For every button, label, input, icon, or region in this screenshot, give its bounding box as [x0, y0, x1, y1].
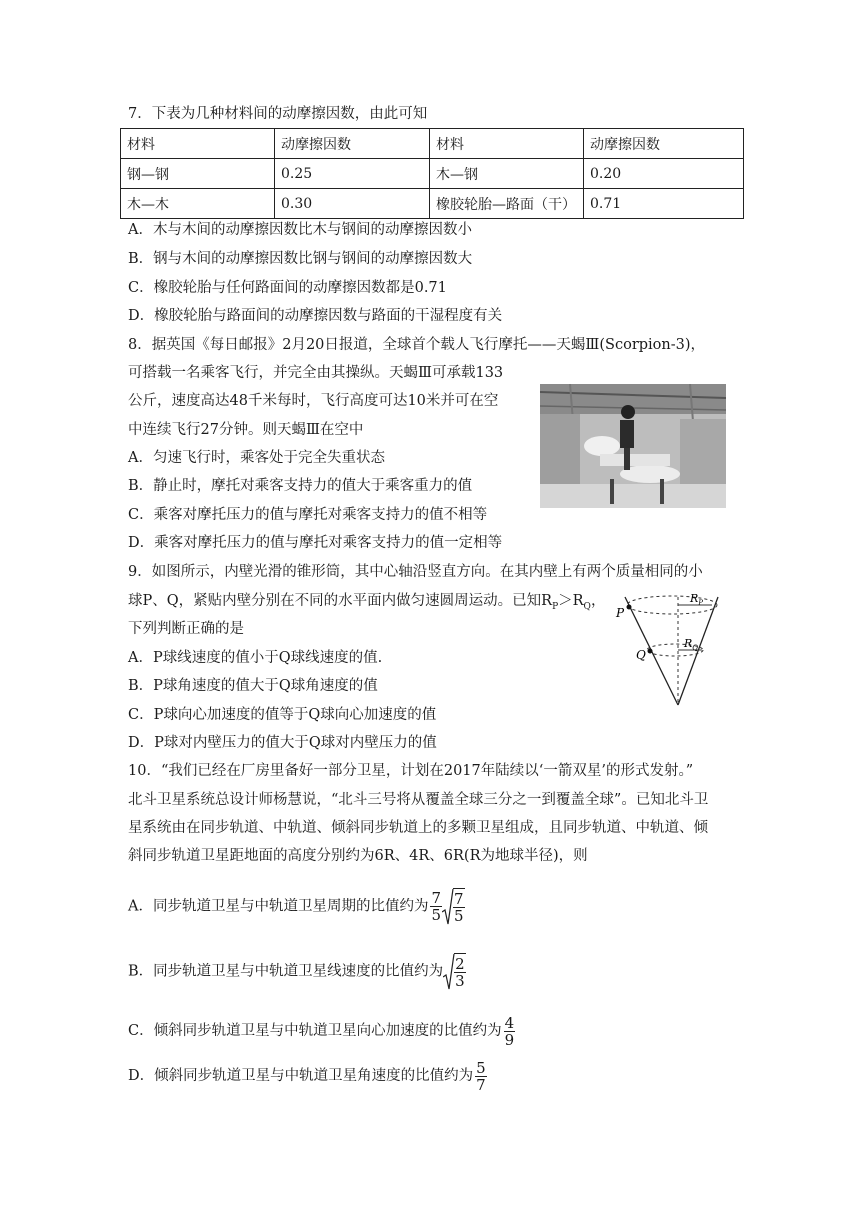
q9-line-text: ，	[590, 593, 606, 609]
q9-option-c: C．P球向心加速度的值等于Q球向心加速度的值	[128, 707, 437, 723]
label-rq: $R_Q$	[684, 637, 699, 652]
q9-line: 下列判断正确的是	[128, 621, 244, 637]
table-row	[121, 189, 744, 219]
table-cell: 橡胶轮胎—路面（干）	[430, 189, 584, 219]
q10-option-d	[128, 1058, 487, 1094]
q9-option-b: B．P球角速度的值大于Q球角速度的值	[128, 678, 378, 694]
q8-option-c: C．乘客对摩托压力的值与摩托对乘客支持力的值不相等	[128, 507, 488, 523]
q7-option-b: B．钢与木间的动摩擦因数比钢与钢间的动摩擦因数大	[128, 251, 473, 267]
q7-option-d: D．橡胶轮胎与路面间的动摩擦因数与路面的干湿程度有关	[128, 308, 503, 324]
option-text: D．倾斜同步轨道卫星与中轨道卫星角速度的比值约为	[128, 1068, 474, 1084]
table-cell: 木—钢	[430, 159, 584, 189]
q10-line: 北斗卫星系统总设计师杨慧说，“北斗三号将从覆盖全球三分之一到覆盖全球”。已知北斗卫	[128, 792, 709, 808]
q10-line: 10．“我们已经在厂房里备好一部分卫星，计划在2017年陆续以‘一箭双星’的形式发射。”	[128, 763, 694, 779]
square-root: $\frac{7}{5}$	[442, 888, 465, 925]
cone-diagram	[612, 585, 724, 714]
subscript-p: P	[552, 601, 559, 612]
table-header: 材料	[121, 129, 275, 159]
fraction: $\frac{4}{9}$	[504, 1013, 515, 1049]
option-text: A．同步轨道卫星与中轨道卫星周期的比值约为	[128, 898, 429, 915]
q8-line: 公斤，速度高达48千米每时，飞行高度可达10米并可在空	[128, 393, 499, 409]
table-cell: 0.20	[584, 159, 744, 189]
q9-option-a: A．P球线速度的值小于Q球线速度的值.	[128, 650, 383, 666]
q7-stem: 7．下表为几种材料间的动摩擦因数，由此可知	[128, 106, 428, 122]
q9-line-text: 球P、Q，紧贴内壁分别在不同的水平面内做匀速圆周运动。已知R	[128, 593, 553, 609]
option-text: C．倾斜同步轨道卫星与中轨道卫星向心加速度的比值约为	[128, 1023, 502, 1039]
q8-line: 可搭载一名乘客飞行，并完全由其操纵。天蝎Ⅲ可承载133	[128, 365, 504, 381]
q8-option-a: A．匀速飞行时，乘客处于完全失重状态	[128, 450, 385, 466]
q10-line: 斜同步轨道卫星距地面的高度分别约为6R、4R、6R(R为地球半径)，则	[128, 848, 588, 864]
q8-line: 8．据英国《每日邮报》2月20日报道，全球首个载人飞行摩托——天蝎Ⅲ(Scorpion-3)，	[128, 337, 706, 353]
subscript-q: Q	[583, 601, 591, 612]
table-header: 材料	[430, 129, 584, 159]
q9-line: 9．如图所示，内壁光滑的锥形筒，其中心轴沿竖直方向。在其内壁上有两个质量相同的小	[128, 564, 703, 580]
table-header: 动摩擦因数	[584, 129, 744, 159]
q10-option-b	[128, 953, 466, 990]
fraction: $\frac{5}{7}$	[476, 1058, 486, 1094]
table-cell: 0.25	[275, 159, 430, 189]
q8-option-d: D．乘客对摩托压力的值与摩托对乘客支持力的值一定相等	[128, 535, 503, 551]
square-root: $\frac{2}{3}$	[443, 953, 466, 990]
table-cell: 木—木	[121, 189, 275, 219]
fraction: $\frac{7}{5}$	[431, 889, 442, 924]
q10-line: 星系统由在同步轨道、中轨道、倾斜同步轨道上的多颗卫星组成，且同步轨道、中轨道、倾	[128, 820, 708, 836]
table-header: 动摩擦因数	[275, 129, 430, 159]
q7-option-c: C．橡胶轮胎与任何路面间的动摩擦因数都是0.71	[128, 280, 447, 296]
table-cell: 0.30	[275, 189, 430, 219]
label-q: Q	[636, 648, 646, 662]
q9-option-d: D．P球对内壁压力的值大于Q球对内壁压力的值	[128, 735, 437, 751]
table-cell: 0.71	[584, 189, 744, 219]
q10-option-a	[128, 888, 465, 925]
table-cell: 钢—钢	[121, 159, 275, 189]
q8-option-b: B．静止时，摩托对乘客支持力的值大于乘客重力的值	[128, 478, 473, 494]
label-p: P	[616, 606, 625, 620]
q9-line-2	[128, 591, 605, 617]
label-rp: $R_P$	[690, 592, 704, 607]
option-text: B．同步轨道卫星与中轨道卫星线速度的比值约为	[128, 963, 444, 980]
table-row	[121, 159, 744, 189]
table-header-row	[121, 129, 744, 159]
flying-motorcycle-photo	[540, 384, 726, 508]
friction-table	[120, 128, 744, 219]
q7-option-a: A．木与木间的动摩擦因数比木与钢间的动摩擦因数小	[128, 222, 472, 238]
q9-line-text: ＞R	[558, 593, 584, 609]
q10-option-c	[128, 1013, 515, 1049]
q8-line: 中连续飞行27分钟。则天蝎Ⅲ在空中	[128, 422, 364, 438]
